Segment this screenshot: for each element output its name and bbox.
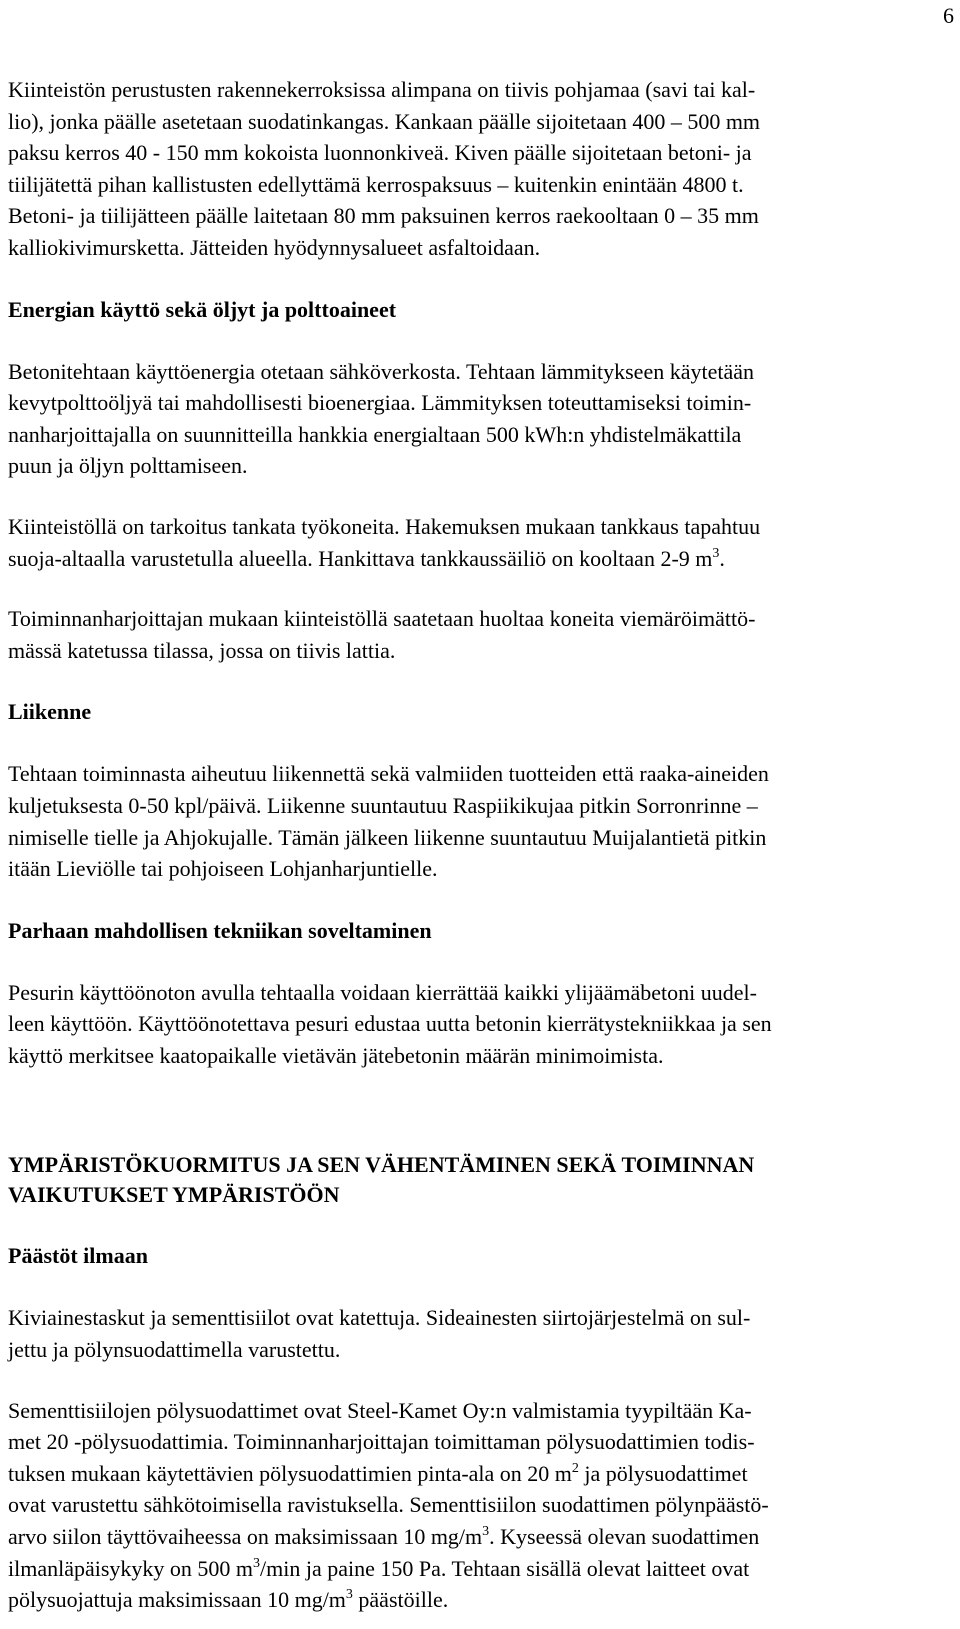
text-line: lio), jonka päälle asetetaan suodatinkangas. Kankaan päälle sijoitetaan 400 – 500 mm: [8, 108, 761, 134]
text-line: [8, 1458, 932, 1490]
text-run: ja pölysuodattimet: [578, 1460, 748, 1486]
text-line: ovat varustettu sähkötoimisella ravistuksella. Sementtisiilon suodattimen pölynpäästö-: [8, 1492, 769, 1518]
text-line: Tehtaan toiminnasta aiheutuu liikennettä sekä valmiiden tuotteiden että raaka-aineiden: [8, 761, 769, 787]
text-line: tiilijätettä pihan kallistusten edellyttämä kerrospaksuus – kuitenkin enintään 4800 t.: [8, 171, 744, 197]
text-line: mässä katetussa tilassa, jossa on tiivis lattia.: [8, 637, 396, 663]
document-body: [8, 74, 932, 1616]
paragraph-refuelling: [8, 511, 932, 574]
paragraph-dust-filters: [8, 1395, 932, 1616]
text-line: paksu kerros 40 - 150 mm kokoista luonnonkiveä. Kiven päälle sijoitetaan betoni- ja: [8, 140, 752, 166]
text-line: Kiinteistön perustusten rakennekerroksissa alimpana on tiivis pohjamaa (savi tai kal-: [8, 77, 756, 102]
text-run: /min ja paine 150 Pa. Tehtaan sisällä olevat laitteet ovat: [260, 1555, 750, 1581]
heading-line: YMPÄRISTÖKUORMITUS JA SEN VÄHENTÄMINEN SEKÄ TOIMINNAN: [8, 1152, 755, 1178]
superscript: 3: [345, 1587, 353, 1603]
paragraph-traffic: [8, 758, 932, 884]
text-line: kalliokivimursketta. Jätteiden hyödynnysalueet asfaltoidaan.: [8, 234, 541, 260]
text-run: ilmanläpäisykyky on 500 m: [8, 1555, 254, 1581]
text-line: [8, 1584, 932, 1616]
text-line: käyttö merkitsee kaatopaikalle vietävän jätebetonin määrän minimoimista.: [8, 1042, 664, 1068]
text-line: kuljetuksesta 0-50 kpl/päivä. Liikenne suuntautuu Raspiikikujaa pitkin Sorronrinne –: [8, 792, 758, 818]
text-run: päästöille.: [352, 1587, 449, 1613]
text-line: leen käyttöön. Käyttöönotettava pesuri edustaa uutta betonin kierrätystekniikkaa ja sen: [8, 1011, 772, 1037]
text-line: Pesurin käyttöönoton avulla tehtaalla voidaan kierrättää kaikki ylijäämäbetoni uudel-: [8, 979, 757, 1005]
heading-environmental-load: [8, 1150, 932, 1210]
text-run: .: [719, 545, 725, 571]
superscript: 2: [571, 1460, 579, 1476]
text-line: Sementtisiilojen pölysuodattimet ovat Steel-Kamet Oy:n valmistamia tyypiltään Ka-: [8, 1397, 752, 1423]
heading-air-emissions: Päästöt ilmaan: [8, 1243, 148, 1269]
text-line: [8, 1553, 932, 1585]
text-line: jettu ja pölynsuodattimella varustettu.: [8, 1337, 341, 1363]
text-line: met 20 -pölysuodattimia. Toiminnanharjoittajan toimittaman pölysuodattimien todis-: [8, 1429, 755, 1455]
text-run: . Kyseessä olevan suodattimen: [489, 1524, 760, 1550]
paragraph-energy: [8, 356, 932, 482]
heading-best-technique: Parhaan mahdollisen tekniikan soveltaminen: [8, 917, 432, 943]
heading-line: VAIKUTUKSET YMPÄRISTÖÖN: [8, 1182, 340, 1208]
text-line: kevytpolttoöljyä tai mahdollisesti bioenergiaa. Lämmityksen toteuttamiseksi toimin-: [8, 390, 752, 416]
text-run: suoja-altaalla varustetulla alueella. Hankittava tankkaussäiliö on kooltaan 2-9 m: [8, 545, 713, 571]
text-run: tuksen mukaan käytettävien pölysuodattimien pinta-ala on 20 m: [8, 1460, 572, 1486]
text-run: arvo siilon täyttövaiheessa on maksimissaan 10 mg/m: [8, 1524, 483, 1550]
text-line: [8, 543, 932, 575]
paragraph-maintenance: [8, 603, 932, 666]
text-line: nimiselle tielle ja Ahjokujalle. Tämän jälkeen liikenne suuntautuu Muijalantietä pitkin: [8, 824, 767, 850]
text-line: Kiviainestaskut ja sementtisiilot ovat katettuja. Sideainesten siirtojärjestelmä on sul-: [8, 1305, 751, 1331]
superscript: 3: [253, 1555, 261, 1571]
superscript: 3: [712, 545, 720, 561]
text-line: Betoni- ja tiilijätteen päälle laitetaan 80 mm paksuinen kerros raekooltaan 0 – 35 mm: [8, 203, 759, 229]
heading-traffic: Liikenne: [8, 699, 92, 725]
paragraph-best-technique: [8, 977, 932, 1072]
paragraph-foundation: [8, 74, 932, 264]
text-run: pölysuojattuja maksimissaan 10 mg/m: [8, 1587, 346, 1613]
text-line: Toiminnanharjoittajan mukaan kiinteistöllä saatetaan huoltaa koneita viemäröimättö-: [8, 606, 756, 632]
text-line: Kiinteistöllä on tarkoitus tankata työkoneita. Hakemuksen mukaan tankkaus tapahtuu: [8, 513, 761, 539]
heading-energy: Energian käyttö sekä öljyt ja polttoaineet: [8, 296, 397, 322]
text-line: nanharjoittajalla on suunnitteilla hankkia energialtaan 500 kWh:n yhdistelmäkattila: [8, 421, 742, 447]
superscript: 3: [482, 1524, 490, 1540]
page-number: 6: [943, 3, 954, 28]
text-line: [8, 1521, 932, 1553]
paragraph-aggregate-bins: [8, 1302, 932, 1365]
text-line: puun ja öljyn polttamiseen.: [8, 453, 248, 479]
text-line: itään Lieviölle tai pohjoiseen Lohjanharjuntielle.: [8, 856, 438, 882]
text-line: Betonitehtaan käyttöenergia otetaan sähköverkosta. Tehtaan lämmitykseen käytetään: [8, 358, 754, 384]
